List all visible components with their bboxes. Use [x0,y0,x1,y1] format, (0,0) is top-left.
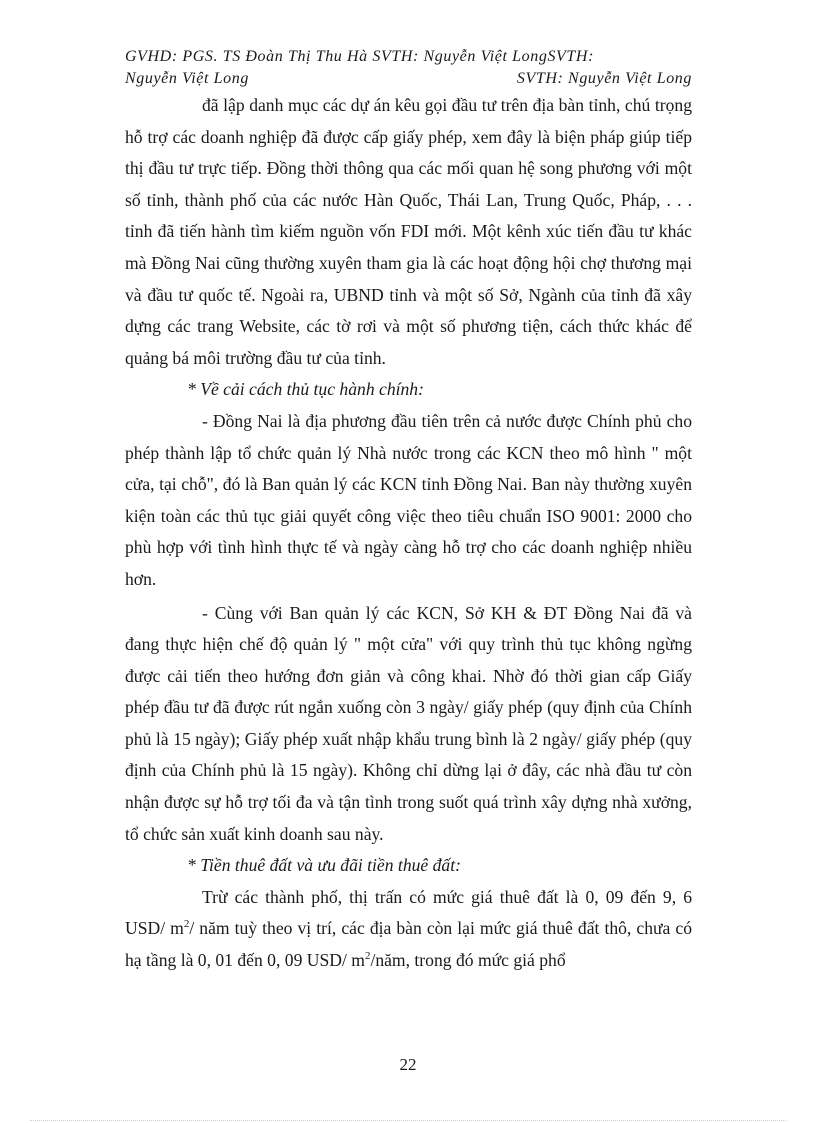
header-student-name: Nguyễn Việt Long [125,70,249,87]
land-rent-text-2: / năm tuỳ theo vị trí, các địa bàn còn lại mức giá thuê đất thô, chưa có hạ tầng là 0, 01 đến 0, 09 USD/ m [125,918,692,971]
paragraph-land-rent [125,882,692,977]
header-line-2 [125,68,692,90]
paragraph-licensing-time: - Cùng với Ban quản lý các KCN, Sở KH & ĐT Đồng Nai đã và đang thực hiện chế độ quản lý " một cửa" với quy trình thủ tục không ngừng được cải tiến theo hướng đơn giản và công khai. Nhờ đó thời gian cấp Giấy phép đầu tư đã được rút ngắn xuống còn 3 ngày/ giấy phép (quy định của Chính phủ là 15 ngày); Giấy phép xuất nhập khẩu trung bình là 2 ngày/ giấy phép (quy định của Chính phủ là 15 ngày). Không chỉ dừng lại ở đây, các nhà đầu tư còn nhận được sự hỗ trợ tối đa và tận tình trong suốt quá trình xây dựng nhà xưởng, tổ chức sản xuất kinh doanh sau này. [125,602,692,844]
paragraph-one-stop-shop: - Đồng Nai là địa phương đầu tiên trên cả nước được Chính phủ cho phép thành lập tổ chức quản lý Nhà nước trong các KCN theo mô hình " một cửa, tại chỗ", đó là Ban quản lý các KCN tỉnh Đồng Nai. Ban này thường xuyên kiện toàn các thủ tục giải quyết công việc theo tiêu chuẩn ISO 9001: 2000 cho phù hợp với tình hình thực tế và ngày càng hỗ trợ cho các doanh nghiệp nhiều hơn. [125,410,692,589]
page-bottom-divider [30,1120,786,1121]
header-student-label: SVTH: Nguyễn Việt Long [516,70,692,87]
superscript-2-a: 2 [183,918,190,931]
document-body [125,90,692,977]
land-rent-text-1: Trừ các thành phố, thị trấn có mức giá thuê đất là 0, 09 đến 9, 6 USD/ m [125,886,692,939]
header-line-1: GVHD: PGS. TS Đoàn Thị Thu Hà SVTH: Nguyễn Việt LongSVTH: [125,48,595,65]
section-heading-admin-reform: * Về cải cách thủ tục hành chính: [187,379,424,400]
page-number: 22 [399,1055,417,1074]
land-rent-text-3: /năm, trong đó mức giá phổ [370,950,566,971]
section-heading-land-rent: * Tiền thuê đất và ưu đãi tiền thuê đất: [187,855,461,876]
superscript-2-b: 2 [364,950,371,963]
page-header [125,46,692,90]
paragraph-investment-promotion: đã lập danh mục các dự án kêu gọi đầu tư trên địa bàn tỉnh, chú trọng hỗ trợ các doanh nghiệp đã được cấp giấy phép, xem đây là biện pháp giúp tiếp thị đầu tư trực tiếp. Đồng thời thông qua các mối quan hệ song phương với một số tỉnh, thành phố của các nước Hàn Quốc, Thái Lan, Trung Quốc, Pháp, . . . tỉnh đã tiến hành tìm kiếm nguồn vốn FDI mới. Một kênh xúc tiến đầu tư khác mà Đồng Nai cũng thường xuyên tham gia là các hoạt động hội chợ thương mại và đầu tư quốc tế. Ngoài ra, UBND tỉnh và một số Sở, Ngành của tỉnh đã xây dựng các trang Website, các tờ rơi và một số phương tiện, cách thức khác để quảng bá môi trường đầu tư của tỉnh. [125,95,692,368]
